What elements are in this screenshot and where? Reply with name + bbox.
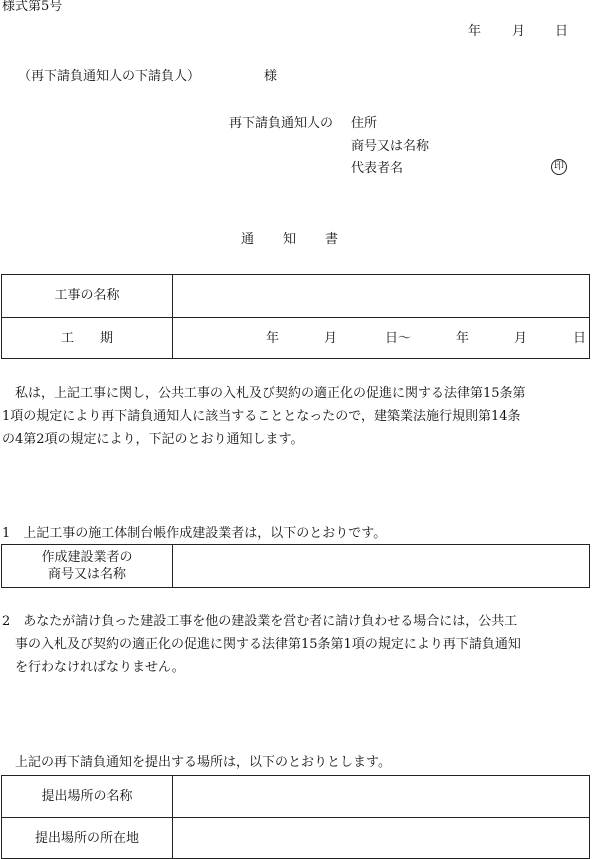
item2-line-3: を行わなければなりません。 [2,660,185,675]
work-name-label: 工事の名称 [54,288,120,303]
item2-line-1: 2 あなたが請け負った建設工事を他の建設業を営む者に請け負わせる場合には，公共工 [2,614,518,629]
period-start-month: 月 [324,331,338,346]
item2-line-2: 事の入札及び契約の適正化の促進に関する法律第15条第1項の規定により再下請負通知 [2,637,521,652]
table-row-place-address [2,817,589,859]
period-end-month: 月 [514,331,528,346]
addressee-label: （再下請負通知人の下請負人） [18,69,201,84]
contractor-table [1,544,590,588]
table-row-place-name [2,776,589,817]
table-row-work-period [2,317,589,359]
submission-text: 上記の再下請負通知を提出する場所は，以下のとおりとします。 [2,755,391,770]
seal-mark: 印 [551,159,567,175]
contractor-label-line-2: 商号又は名称 [47,567,126,582]
period-end-day: 日 [573,331,587,346]
sender-address-label: 住所 [351,116,378,131]
intro-line-2: 1項の規定により再下請負通知人に該当することとなったので，建築業法施行規則第14条 [2,409,521,424]
item2-paragraph [2,610,590,679]
date-month: 月 [512,24,526,39]
place-name-label: 提出場所の名称 [41,789,133,804]
contractor-label-line-1: 作成建設業者の [41,550,133,565]
sender-label: 再下請負通知人の [229,116,334,131]
sender-representative-label: 代表者名 [351,161,404,176]
submission-table [1,775,590,859]
work-period-label: 工 期 [60,331,113,346]
date-year: 年 [468,24,482,39]
intro-paragraph [2,382,590,451]
form-number: 様式第5号 [2,0,63,14]
intro-line-3: の4第2項の規定により，下記のとおり通知します。 [2,432,304,447]
period-start-year: 年 [266,331,280,346]
intro-line-1: 私は，上記工事に関し，公共工事の入札及び契約の適正化の促進に関する法律第15条第 [2,386,526,401]
item1-text: 1 上記工事の施工体制台帳作成建設業者は，以下のとおりです。 [2,526,387,541]
work-info-table [1,274,590,359]
period-start-day: 日〜 [385,331,412,346]
period-end-year: 年 [456,331,470,346]
addressee-honorific: 様 [264,69,278,84]
contractor-label [2,549,172,583]
date-day: 日 [555,24,569,39]
document-title: 通 知 書 [241,232,340,247]
table-row-work-name [2,275,589,317]
place-address-label: 提出場所の所在地 [34,831,139,846]
sender-company-label: 商号又は名称 [351,139,430,154]
